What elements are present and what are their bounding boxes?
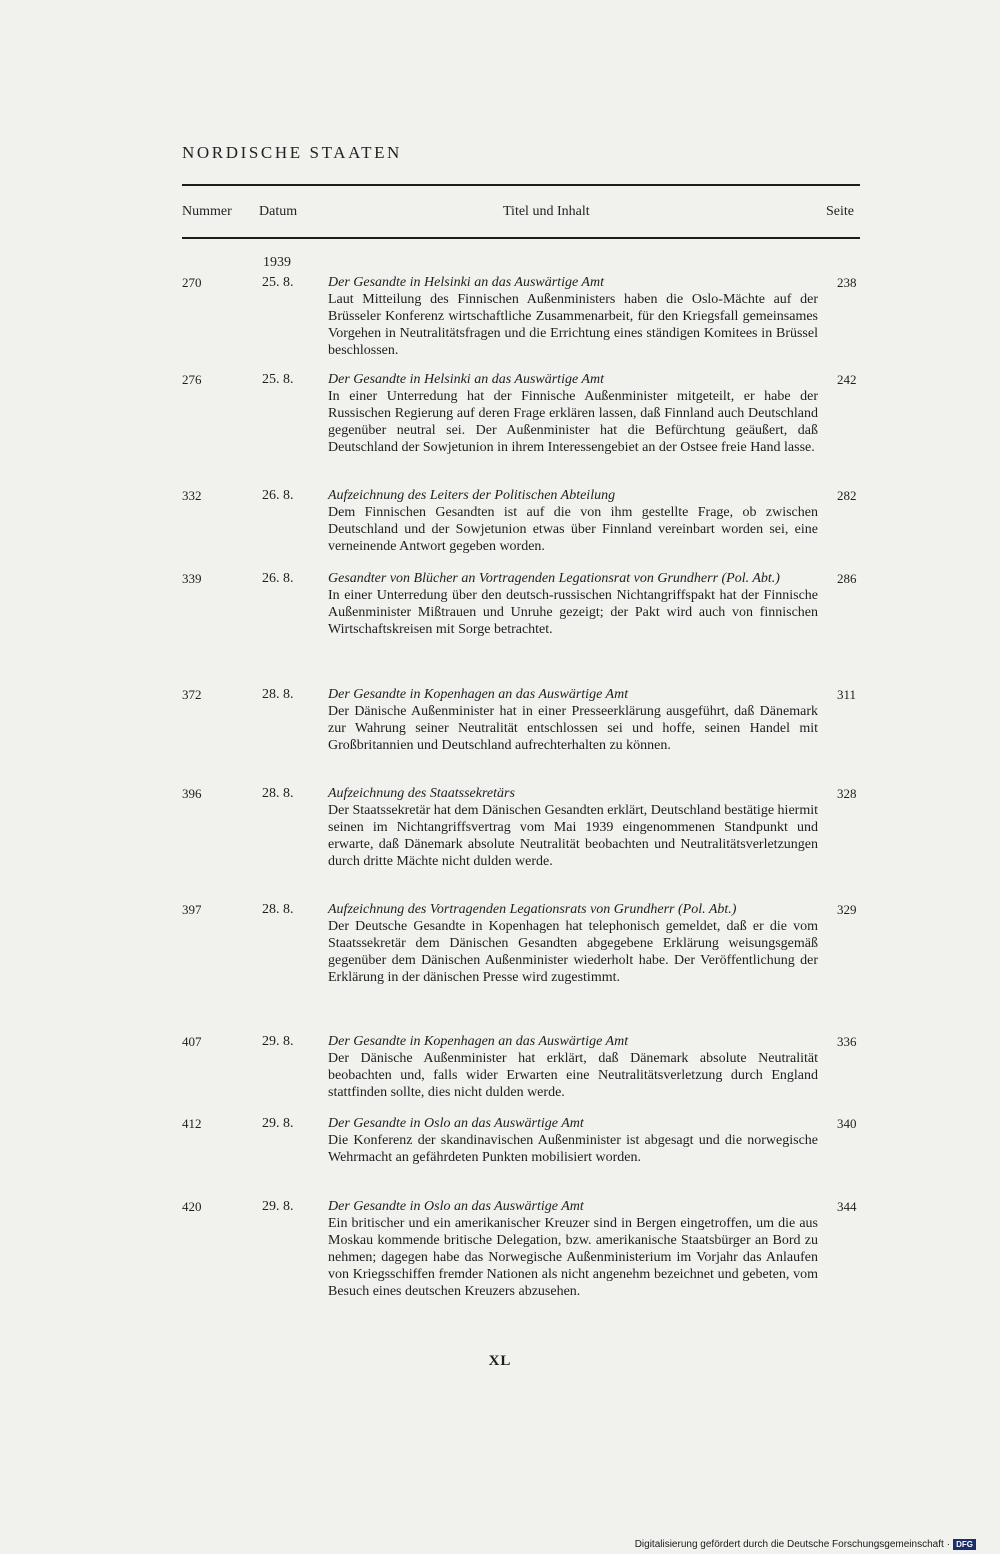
entry-title: Der Gesandte in Kopenhagen an das Auswärtige Amt bbox=[328, 1034, 629, 1049]
entry-number: 407 bbox=[182, 1034, 202, 1049]
credit-separator: · bbox=[946, 1539, 951, 1550]
entry-title: Gesandter von Blücher an Vortragenden Legationsrat von Grundherr (Pol. Abt.) bbox=[328, 571, 780, 586]
entry-title: Der Gesandte in Helsinki an das Auswärtige Amt bbox=[328, 275, 604, 290]
entry-summary: Der Staatssekretär hat dem Dänischen Gesandten erklärt, Deutschland bestätige hiermit seinen im Nichtangriffsvertrag vom Mai 1939 eingenommenen Standpunkt und erwarte, daß Dänemark absolute Neutralität beobachten und Neutralitätsverletzungen durch dritte Mächte nicht dulden werde. bbox=[328, 803, 818, 869]
entry-summary: Der Deutsche Gesandte in Kopenhagen hat telephonisch gemeldet, daß er die vom Staatssekretär dem Dänischen Gesandten abgegebene Erklärung weisungsgemäß gegenüber dem Dänischen Außenminister wiederholt habe. Der Veröffentlichung der Erklärung in der dänischen Presse wird zugestimmt. bbox=[328, 919, 818, 985]
entry-summary: Laut Mitteilung des Finnischen Außenministers haben die Oslo-Mächte auf der Brüsseler Konferenz wirtschaftliche Zusammenarbeit, für den Kriegsfall gemeinsames Vorgehen in Neutralitätsfragen und die Errichtung eines ständigen Komitees in Brüssel beschlossen. bbox=[328, 292, 818, 358]
entry-body bbox=[328, 1198, 818, 1300]
entry-date: 28. 8. bbox=[262, 687, 294, 702]
column-header-seite: Seite bbox=[826, 204, 854, 219]
entry-summary: In einer Unterredung hat der Finnische Außenminister mitgeteilt, er habe der Russischen Regierung auf deren Frage erklären lassen, daß Finnland auch Deutschland gegenüber neutral sei. Der Außenminister hat die Befürchtung geäußert, daß Deutschland der Sowjetunion in ihrem Interessengebiet an der Ostsee freie Hand lasse. bbox=[328, 389, 818, 455]
entry-title: Der Gesandte in Oslo an das Auswärtige Amt bbox=[328, 1116, 584, 1131]
entry-number: 396 bbox=[182, 786, 202, 801]
entry-date: 29. 8. bbox=[262, 1199, 294, 1214]
entry-page: 242 bbox=[837, 372, 857, 387]
entry-summary: Dem Finnischen Gesandten ist auf die von ihm gestellte Frage, ob zwischen Deutschland und der Sowjetunion etwas über Finnland vereinbart worden sei, eine verneinende Antwort gegeben worden. bbox=[328, 505, 818, 554]
funding-credit bbox=[635, 1539, 976, 1550]
entry-date: 25. 8. bbox=[262, 372, 294, 387]
entry-body bbox=[328, 785, 818, 870]
entry-number: 270 bbox=[182, 275, 202, 290]
entry-summary: In einer Unterredung über den deutsch-russischen Nichtangriffspakt hat der Finnische Außenminister Mißtrauen und Unruhe gezeigt; der Pakt wird auch von finnischen Wirtschaftskreisen mit Sorge betrachtet. bbox=[328, 588, 818, 637]
entry-body bbox=[328, 686, 818, 754]
entry-page: 344 bbox=[837, 1199, 857, 1214]
entry-page: 282 bbox=[837, 488, 857, 503]
entry-page: 336 bbox=[837, 1034, 857, 1049]
entry-number: 412 bbox=[182, 1116, 202, 1131]
entry-body bbox=[328, 901, 818, 986]
entry-page: 286 bbox=[837, 571, 857, 586]
entry-number: 420 bbox=[182, 1199, 202, 1214]
entry-page: 340 bbox=[837, 1116, 857, 1131]
column-header-datum: Datum bbox=[259, 204, 298, 219]
entry-number: 339 bbox=[182, 571, 202, 586]
entry-number: 276 bbox=[182, 372, 202, 387]
entry-body bbox=[328, 1033, 818, 1101]
column-header-nummer: Nummer bbox=[182, 204, 232, 219]
column-header-titel: Titel und Inhalt bbox=[503, 204, 590, 219]
entry-number: 372 bbox=[182, 687, 202, 702]
entry-summary: Die Konferenz der skandinavischen Außenminister ist abgesagt und die norwegische Wehrmacht an gefährdeten Punkten mobilisiert worden. bbox=[328, 1133, 818, 1165]
year-label: 1939 bbox=[263, 255, 291, 270]
entry-title: Aufzeichnung des Vortragenden Legationsrats von Grundherr (Pol. Abt.) bbox=[328, 902, 737, 917]
entry-title: Der Gesandte in Kopenhagen an das Auswärtige Amt bbox=[328, 687, 629, 702]
entry-page: 311 bbox=[837, 687, 857, 702]
section-title: NORDISCHE STAATEN bbox=[182, 143, 402, 162]
entry-summary: Der Dänische Außenminister hat erklärt, daß Dänemark absolute Neutralität beobachten und, falls wider Erwarten eine Neutralitätsverletzung durch England stattfinden sollte, dies nicht dulden werde. bbox=[328, 1051, 818, 1100]
entry-page: 238 bbox=[837, 275, 857, 290]
entry-body bbox=[328, 487, 818, 555]
entry-summary: Ein britischer und ein amerikanischer Kreuzer sind in Bergen eingetroffen, um die aus Moskau kommende britische Delegation, bzw. amerikanische Staatsbürger an Bord zu nehmen; dagegen habe das Norwegische Außenministerium im Vorjahr das Anlaufen von Kriegsschiffen fremder Nationen als nicht angenehm bezeichnet und gebeten, vom Besuch eines deutschen Kreuzers abzusehen. bbox=[328, 1216, 818, 1299]
header-rule-bottom bbox=[182, 237, 860, 239]
entry-date: 28. 8. bbox=[262, 902, 294, 917]
entry-body bbox=[328, 1115, 818, 1166]
entry-date: 28. 8. bbox=[262, 786, 294, 801]
entry-body bbox=[328, 570, 818, 638]
entry-title: Der Gesandte in Oslo an das Auswärtige Amt bbox=[328, 1199, 584, 1214]
entry-page: 329 bbox=[837, 902, 857, 917]
dfg-logo: DFG bbox=[953, 1539, 976, 1550]
entry-page: 328 bbox=[837, 786, 857, 801]
page-folio: XL bbox=[488, 1353, 512, 1369]
entry-title: Aufzeichnung des Staatssekretärs bbox=[328, 786, 515, 801]
header-rule-top bbox=[182, 184, 860, 186]
credit-text: Digitalisierung gefördert durch die Deutsche Forschungsgemeinschaft bbox=[634, 1539, 944, 1550]
entry-title: Der Gesandte in Helsinki an das Auswärtige Amt bbox=[328, 372, 604, 387]
entry-date: 26. 8. bbox=[262, 571, 294, 586]
entry-number: 332 bbox=[182, 488, 202, 503]
entry-date: 25. 8. bbox=[262, 275, 294, 290]
entry-number: 397 bbox=[182, 902, 202, 917]
entry-body bbox=[328, 274, 818, 359]
entry-date: 29. 8. bbox=[262, 1116, 294, 1131]
entry-date: 26. 8. bbox=[262, 488, 294, 503]
entry-date: 29. 8. bbox=[262, 1034, 294, 1049]
entry-title: Aufzeichnung des Leiters der Politischen Abteilung bbox=[328, 488, 616, 503]
entry-body bbox=[328, 371, 818, 456]
entry-summary: Der Dänische Außenminister hat in einer Presseerklärung ausgeführt, daß Dänemark zur Wahrung seiner Neutralität entschlossen sei und hoffe, seinen Handel mit Großbritannien und Deutschland aufrechterhalten zu können. bbox=[328, 704, 818, 753]
